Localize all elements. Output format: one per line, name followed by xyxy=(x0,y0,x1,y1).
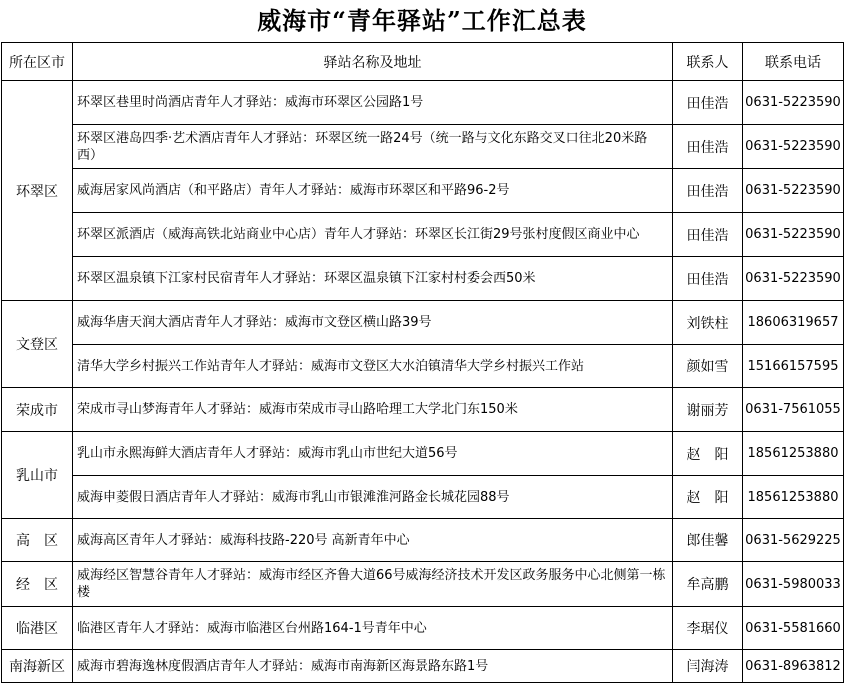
contact-person: 颜如雪 xyxy=(673,345,743,388)
phone-number: 0631-7561055 xyxy=(743,388,844,432)
phone-number: 18561253880 xyxy=(743,476,844,519)
header-row xyxy=(2,43,844,81)
phone-number: 0631-5581660 xyxy=(743,607,844,650)
station-name: 威海居家风尚酒店（和平路店）青年人才驿站：威海市环翠区和平路96-2号 xyxy=(73,169,673,213)
district-cell: 高 区 xyxy=(2,519,73,562)
table-row xyxy=(2,169,844,213)
district-cell: 荣成市 xyxy=(2,388,73,432)
contact-person: 李琚仪 xyxy=(673,607,743,650)
table-row xyxy=(2,650,844,683)
header-contact: 联系人 xyxy=(673,43,743,81)
table-row xyxy=(2,213,844,257)
phone-number: 0631-5223590 xyxy=(743,257,844,301)
district-cell: 乳山市 xyxy=(2,432,73,519)
phone-number: 15166157595 xyxy=(743,345,844,388)
table-row xyxy=(2,432,844,476)
contact-person: 田佳浩 xyxy=(673,169,743,213)
phone-number: 0631-5223590 xyxy=(743,213,844,257)
station-name: 环翠区温泉镇下江家村民宿青年人才驿站：环翠区温泉镇下江家村村委会西50米 xyxy=(73,257,673,301)
table-row xyxy=(2,301,844,345)
contact-person: 牟高鹏 xyxy=(673,562,743,607)
contact-person: 田佳浩 xyxy=(673,257,743,301)
station-name: 威海市碧海逸林度假酒店青年人才驿站：威海市南海新区海景路东路1号 xyxy=(73,650,673,683)
station-name: 威海申菱假日酒店青年人才驿站：威海市乳山市银滩淮河路金长城花园88号 xyxy=(73,476,673,519)
contact-person: 谢丽芳 xyxy=(673,388,743,432)
phone-number: 0631-5223590 xyxy=(743,81,844,125)
table-row xyxy=(2,607,844,650)
table-row xyxy=(2,562,844,607)
header-district: 所在区市 xyxy=(2,43,73,81)
district-cell: 临港区 xyxy=(2,607,73,650)
table-row xyxy=(2,345,844,388)
phone-number: 0631-5223590 xyxy=(743,169,844,213)
contact-person: 赵 阳 xyxy=(673,432,743,476)
station-name: 乳山市永熙海鲜大酒店青年人才驿站：威海市乳山市世纪大道56号 xyxy=(73,432,673,476)
header-phone: 联系电话 xyxy=(743,43,844,81)
phone-number: 0631-8963812 xyxy=(743,650,844,683)
table-row xyxy=(2,519,844,562)
station-name: 荣成市寻山梦海青年人才驿站：威海市荣成市寻山路哈理工大学北门东150米 xyxy=(73,388,673,432)
station-name: 临港区青年人才驿站：威海市临港区台州路164-1号青年中心 xyxy=(73,607,673,650)
district-cell: 经 区 xyxy=(2,562,73,607)
station-name: 威海经区智慧谷青年人才驿站：威海市经区齐鲁大道66号威海经济技术开发区政务服务中心北侧第一栋楼 xyxy=(73,562,673,607)
contact-person: 刘铁柱 xyxy=(673,301,743,345)
station-name: 环翠区港岛四季·艺术酒店青年人才驿站：环翠区统一路24号（统一路与文化东路交叉口往北20米路西） xyxy=(73,125,673,169)
header-name: 驿站名称及地址 xyxy=(73,43,673,81)
phone-number: 0631-5223590 xyxy=(743,125,844,169)
page-title: 威海市“青年驿站”工作汇总表 xyxy=(257,6,587,35)
station-name: 环翠区派酒店（威海高铁北站商业中心店）青年人才驿站：环翠区长江街29号张村度假区商业中心 xyxy=(73,213,673,257)
station-name: 威海华唐天润大酒店青年人才驿站：威海市文登区横山路39号 xyxy=(73,301,673,345)
contact-person: 田佳浩 xyxy=(673,125,743,169)
contact-person: 田佳浩 xyxy=(673,213,743,257)
phone-number: 18606319657 xyxy=(743,301,844,345)
table-row xyxy=(2,257,844,301)
station-table xyxy=(1,42,844,683)
contact-person: 赵 阳 xyxy=(673,476,743,519)
contact-person: 闫海涛 xyxy=(673,650,743,683)
contact-person: 田佳浩 xyxy=(673,81,743,125)
district-cell: 南海新区 xyxy=(2,650,73,683)
station-name: 清华大学乡村振兴工作站青年人才驿站：威海市文登区大水泊镇清华大学乡村振兴工作站 xyxy=(73,345,673,388)
table-row xyxy=(2,81,844,125)
district-cell: 环翠区 xyxy=(2,81,73,301)
phone-number: 0631-5980033 xyxy=(743,562,844,607)
table-row xyxy=(2,125,844,169)
phone-number: 0631-5629225 xyxy=(743,519,844,562)
station-name: 环翠区巷里时尚酒店青年人才驿站：威海市环翠区公园路1号 xyxy=(73,81,673,125)
district-cell: 文登区 xyxy=(2,301,73,388)
table-row xyxy=(2,388,844,432)
contact-person: 郎佳馨 xyxy=(673,519,743,562)
station-name: 威海高区青年人才驿站：威海科技路-220号 高新青年中心 xyxy=(73,519,673,562)
table-row xyxy=(2,476,844,519)
phone-number: 18561253880 xyxy=(743,432,844,476)
